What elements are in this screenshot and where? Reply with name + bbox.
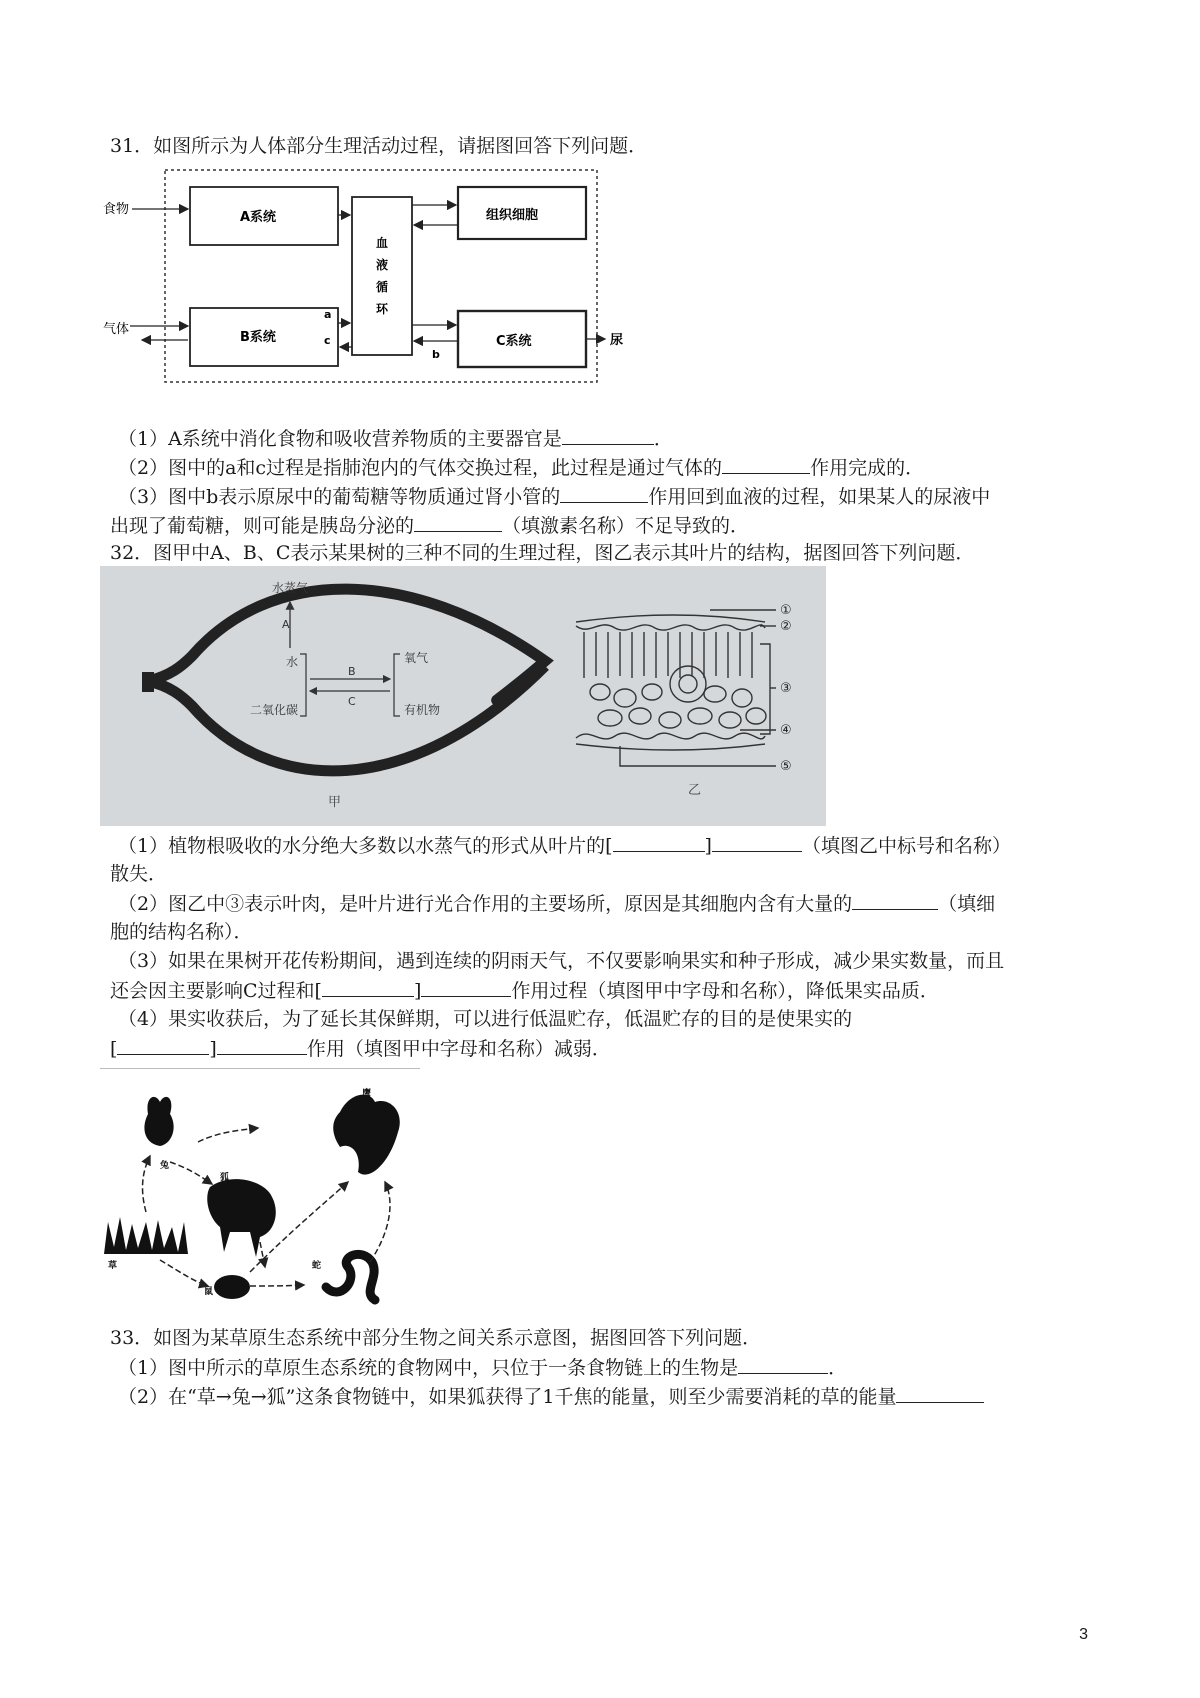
- q31-part1: （1）A系统中消化食物和吸收营养物质的主要器官是 ．: [118, 428, 673, 450]
- svg-text:b: b: [432, 348, 440, 361]
- tissue-label: 组织细胞: [486, 208, 539, 223]
- answer-blank[interactable]: [117, 1036, 209, 1055]
- eagle-icon: [333, 1095, 400, 1175]
- q32-part1: （1）植物根吸收的水分绝大多数以水蒸气的形式从叶片的[ ] （填图乙中标号和名称）: [118, 835, 1011, 857]
- q32-part1-cont: 散失．: [110, 863, 168, 885]
- q31-part3: （3）图中b表示原尿中的葡萄糖等物质通过肾小管的 作用回到血液的过程，如果某人的尿液中: [118, 486, 991, 508]
- svg-text:血: 血: [376, 236, 389, 250]
- svg-text:液: 液: [376, 258, 389, 272]
- svg-text:⑤: ⑤: [780, 759, 792, 774]
- snake-icon: [326, 1254, 375, 1300]
- q32-part3: （3）如果在果树开花传粉期间，遇到连续的阴雨天气，不仅要影响果实和种子形成，减少果实数量，而且: [118, 950, 1005, 972]
- svg-text:环: 环: [376, 302, 389, 316]
- q31-part3-cont: 出现了葡萄糖，则可能是胰岛分泌的 （填激素名称）不足导致的．: [110, 515, 750, 537]
- q32-part4: （4）果实收获后，为了延长其保鲜期，可以进行低温贮存，低温贮存的目的是使果实的: [118, 1008, 853, 1030]
- q32-title: 32．图甲中A、B、C表示某果树的三种不同的生理过程，图乙表示其叶片的结构，据图回答下列问题．: [110, 542, 975, 564]
- a-system-label: A系统: [240, 210, 277, 225]
- answer-blank[interactable]: [896, 1384, 984, 1403]
- page-number: 3: [1079, 1626, 1088, 1643]
- q33-part1: （1）图中所示的草原生态系统的食物网中，只位于一条食物链上的生物是 ．: [118, 1357, 848, 1379]
- gas-label: 气体: [103, 322, 130, 337]
- svg-text:鹰: 鹰: [362, 1089, 372, 1099]
- answer-blank[interactable]: [722, 455, 810, 474]
- svg-text:C: C: [348, 695, 356, 708]
- q31-body-systems-diagram: [100, 165, 640, 390]
- svg-text:狐: 狐: [220, 1173, 230, 1183]
- svg-text:乙: 乙: [688, 783, 702, 798]
- grass-icon: [104, 1217, 188, 1254]
- food-label: 食物: [103, 202, 130, 217]
- answer-blank[interactable]: [562, 426, 654, 445]
- answer-blank[interactable]: [560, 484, 648, 503]
- svg-text:兔: 兔: [160, 1161, 170, 1171]
- fox-icon: [207, 1179, 276, 1257]
- answer-blank[interactable]: [738, 1355, 828, 1374]
- svg-text:有机物: 有机物: [404, 703, 441, 717]
- q32-part2-cont: 胞的结构名称）．: [110, 921, 253, 943]
- svg-text:鼠: 鼠: [204, 1287, 214, 1297]
- rabbit-icon: [144, 1097, 173, 1146]
- svg-text:氧气: 氧气: [404, 651, 429, 665]
- svg-text:a: a: [324, 308, 332, 321]
- b-system-label: B系统: [240, 330, 276, 345]
- divider: [100, 1068, 420, 1069]
- svg-text:草: 草: [108, 1261, 118, 1271]
- q32-part3-cont: 还会因主要影响C过程和[ ] 作用过程（填图甲中字母和名称），降低果实品质．: [110, 980, 939, 1002]
- q31-part2: （2）图中的a和c过程是指肺泡内的气体交换过程，此过程是通过气体的 作用完成的．: [118, 457, 925, 479]
- svg-text:二氧化碳: 二氧化碳: [250, 703, 299, 717]
- svg-text:B: B: [348, 665, 356, 678]
- svg-text:蛇: 蛇: [312, 1261, 322, 1271]
- q33-food-web-diagram: [100, 1072, 460, 1312]
- q32-part2: （2）图乙中③表示叶肉，是叶片进行光合作用的主要场所，原因是其细胞内含有大量的 （填细: [118, 893, 996, 915]
- urine-label: 尿: [610, 333, 624, 348]
- svg-text:②: ②: [780, 619, 792, 634]
- svg-text:水蒸气: 水蒸气: [272, 581, 309, 595]
- q32-leaf-diagram: [100, 566, 826, 826]
- q33-title: 33．如图为某草原生态系统中部分生物之间关系示意图，据图回答下列问题．: [110, 1327, 762, 1349]
- answer-blank[interactable]: [217, 1036, 307, 1055]
- svg-text:①: ①: [780, 603, 792, 618]
- answer-blank[interactable]: [852, 891, 938, 910]
- q31-title: 31．如图所示为人体部分生理活动过程，请据图回答下列问题．: [110, 135, 648, 157]
- answer-blank[interactable]: [414, 513, 502, 532]
- answer-blank[interactable]: [712, 833, 802, 852]
- svg-text:④: ④: [780, 723, 792, 738]
- answer-blank[interactable]: [421, 978, 511, 997]
- svg-text:c: c: [324, 334, 331, 347]
- svg-text:甲: 甲: [328, 795, 342, 810]
- mouse-icon: [214, 1275, 250, 1299]
- answer-blank[interactable]: [613, 833, 705, 852]
- svg-text:循: 循: [376, 280, 389, 294]
- c-system-label: C系统: [496, 334, 532, 349]
- svg-text:水: 水: [286, 655, 299, 669]
- svg-text:A: A: [282, 618, 290, 631]
- q33-part2: （2）在“草→兔→狐”这条食物链中，如果狐获得了1千焦的能量，则至少需要消耗的草的能量: [118, 1384, 984, 1409]
- svg-text:③: ③: [780, 681, 792, 696]
- answer-blank[interactable]: [322, 978, 414, 997]
- q32-part4-cont: [ ] 作用（填图甲中字母和名称）减弱．: [110, 1038, 611, 1060]
